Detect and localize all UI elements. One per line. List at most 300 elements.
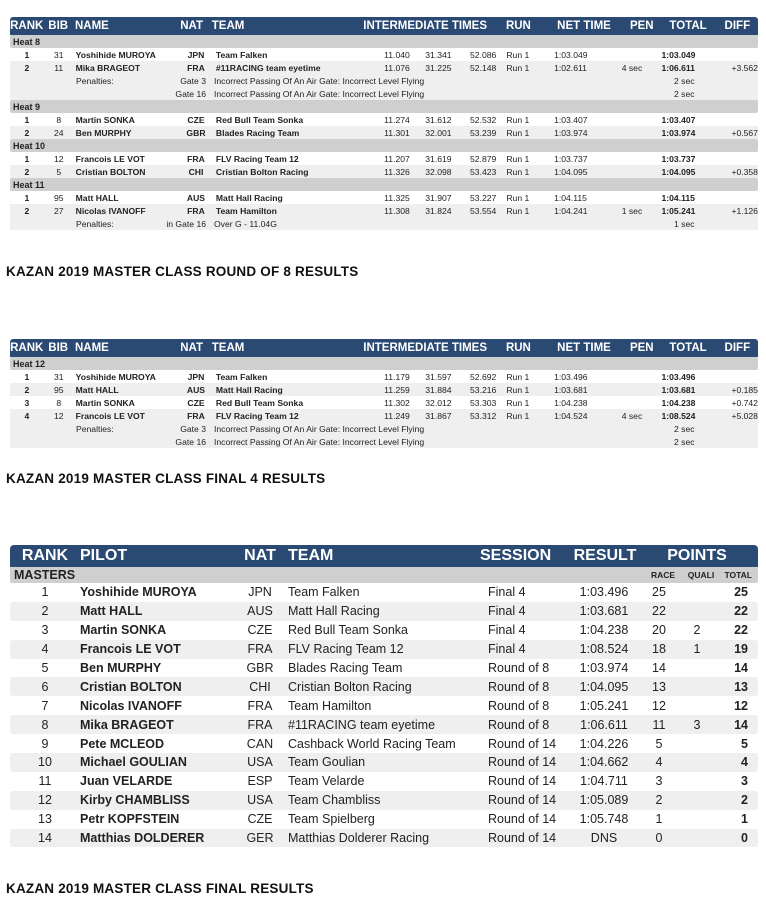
penalty-gate: Gate 3 xyxy=(180,423,206,434)
cell-bib: 8 xyxy=(56,397,62,408)
table-row xyxy=(10,734,758,753)
round-of-8-table xyxy=(10,17,758,230)
cell-pilot: Cristian BOLTON xyxy=(80,679,182,694)
cell-total: 1:04.115 xyxy=(661,192,695,203)
cell-nat: GER xyxy=(246,831,274,846)
cell-pilot: Matt HALL xyxy=(80,604,143,619)
table-row xyxy=(10,621,758,640)
heat-label: Heat 11 xyxy=(10,178,758,191)
cell-net: 1:03.681 xyxy=(554,384,588,395)
cell-nat: GBR xyxy=(186,127,206,138)
cell-name: Matt HALL xyxy=(75,384,119,395)
col-bib: BIB xyxy=(48,342,69,354)
cell-bib: 5 xyxy=(56,166,62,177)
cell-run: Run 1 xyxy=(506,371,530,382)
cell-nat: FRA xyxy=(247,698,273,713)
cell-total: 19 xyxy=(734,642,748,657)
cell-run: Run 1 xyxy=(506,49,530,60)
cell-result: 1:04.711 xyxy=(580,774,628,789)
penalty-description: Over G - 11.04G xyxy=(214,218,277,229)
final-results-title: KAZAN 2019 MASTER CLASS FINAL RESULTS xyxy=(6,881,314,896)
cell-race: 14 xyxy=(652,661,666,675)
col-rank: RANK xyxy=(10,342,44,354)
cell-total: 3 xyxy=(741,774,748,789)
cell-nat: JPN xyxy=(187,371,205,382)
cell-quali: 2 xyxy=(693,623,701,638)
col-name: NAME xyxy=(74,342,109,354)
cell-rank: 1 xyxy=(24,114,30,125)
cell-total: 1:03.496 xyxy=(661,371,696,382)
table-body xyxy=(10,35,758,230)
cell-i3: 53.554 xyxy=(470,205,497,216)
cell-team: Team Falken xyxy=(288,585,360,600)
cell-pen: 4 sec xyxy=(621,410,643,421)
table-row xyxy=(10,191,758,204)
cell-rank: 4 xyxy=(24,410,30,421)
cell-team: Red Bull Team Sonka xyxy=(215,114,304,125)
cell-pilot: Ben MURPHY xyxy=(80,661,162,675)
table-row xyxy=(10,61,758,74)
cell-bib: 31 xyxy=(53,49,64,60)
cell-total: 25 xyxy=(734,585,748,600)
penalty-seconds: 2 sec xyxy=(674,436,695,447)
cell-team: Red Bull Team Sonka xyxy=(215,397,304,408)
table-row xyxy=(10,113,758,126)
cell-i2: 31.619 xyxy=(425,153,452,164)
table-row xyxy=(10,602,758,621)
col-team: TEAM xyxy=(288,547,334,564)
cell-i2: 32.001 xyxy=(425,127,452,138)
cell-i1: 11.249 xyxy=(384,410,410,421)
cell-nat: FRA xyxy=(187,410,205,421)
cell-nat: FRA xyxy=(247,642,273,657)
cell-team: Blades Racing Team xyxy=(288,661,403,675)
col-nat: NAT xyxy=(180,20,204,32)
cell-total: 1:03.737 xyxy=(661,153,696,164)
col-quali: QUALI xyxy=(687,570,715,580)
cell-session: Round of 14 xyxy=(488,831,557,846)
cell-i3: 53.227 xyxy=(470,192,497,203)
table-row xyxy=(10,640,758,659)
cell-name: Nicolas IVANOFF xyxy=(75,205,146,216)
col-net-time: NET TIME xyxy=(557,342,611,354)
cell-race: 20 xyxy=(652,623,666,638)
cell-pilot: Pete MCLEOD xyxy=(80,736,165,751)
cell-nat: FRA xyxy=(187,153,205,164)
cell-net: 1:02.611 xyxy=(554,62,587,73)
cell-rank: 3 xyxy=(41,623,49,638)
cell-result: 1:08.524 xyxy=(579,642,629,657)
table-row xyxy=(10,383,758,396)
cell-team: Matthias Dolderer Racing xyxy=(288,831,430,846)
penalty-gate: Gate 16 xyxy=(175,88,206,99)
penalty-description: Incorrect Passing Of An Air Gate: Incorrect Level Flying xyxy=(214,88,425,99)
cell-bib: 95 xyxy=(53,384,64,395)
cell-name: Cristian BOLTON xyxy=(75,166,146,177)
cell-pen: 1 sec xyxy=(621,205,643,216)
cell-pilot: Martin SONKA xyxy=(80,623,167,638)
cell-rank: 14 xyxy=(38,831,52,846)
points-subheader xyxy=(644,570,758,580)
cell-pilot: Yoshihide MUROYA xyxy=(80,585,197,600)
cell-total: 13 xyxy=(734,679,748,694)
cell-run: Run 1 xyxy=(506,62,530,73)
cell-total: 5 xyxy=(741,736,748,751)
cell-total: 1:03.681 xyxy=(661,384,696,395)
cell-bib: 12 xyxy=(53,410,64,421)
heat-label: Heat 10 xyxy=(10,139,758,152)
penalty-seconds: 2 sec xyxy=(674,75,695,86)
cell-run: Run 1 xyxy=(506,153,530,164)
cell-session: Final 4 xyxy=(488,642,526,657)
cell-bib: 11 xyxy=(54,62,64,73)
cell-diff: +5.028 xyxy=(731,410,758,421)
cell-name: Francois LE VOT xyxy=(75,410,145,421)
cell-team: Team Hamilton xyxy=(288,698,372,713)
cell-rank: 4 xyxy=(41,642,49,657)
cell-rank: 5 xyxy=(41,661,49,675)
cell-bib: 27 xyxy=(53,205,64,216)
cell-team: FLV Racing Team 12 xyxy=(215,410,299,421)
cell-pilot: Nicolas IVANOFF xyxy=(80,698,182,713)
table-row xyxy=(10,659,758,678)
cell-bib: 95 xyxy=(53,192,64,203)
table-row xyxy=(10,396,758,409)
table-body xyxy=(10,357,758,448)
col-team: TEAM xyxy=(211,342,245,354)
cell-nat: CZE xyxy=(247,623,273,638)
cell-total: 2 xyxy=(741,793,748,808)
cell-race: 3 xyxy=(655,774,663,789)
cell-i2: 32.012 xyxy=(425,397,452,408)
cell-session: Final 4 xyxy=(488,585,526,600)
col-pilot: PILOT xyxy=(80,547,128,564)
col-pen: PEN xyxy=(629,342,654,354)
col-bib: BIB xyxy=(48,20,69,32)
penalty-row xyxy=(10,217,758,230)
table-row xyxy=(10,583,758,602)
table-header xyxy=(10,545,758,567)
cell-net: 1:04.115 xyxy=(554,192,587,203)
cell-i3: 52.532 xyxy=(470,114,497,125)
cell-net: 1:03.974 xyxy=(554,127,588,138)
cell-bib: 8 xyxy=(56,114,62,125)
cell-nat: ESP xyxy=(247,774,273,789)
cell-session: Round of 8 xyxy=(488,661,550,675)
cell-team: Matt Hall Racing xyxy=(215,384,283,395)
cell-run: Run 1 xyxy=(506,114,530,125)
col-diff: DIFF xyxy=(724,342,751,354)
cell-run: Run 1 xyxy=(506,127,530,138)
col-net-time: NET TIME xyxy=(557,20,611,32)
cell-result: 1:04.226 xyxy=(579,736,629,751)
cell-i2: 31.341 xyxy=(425,49,452,60)
cell-total: 1:04.238 xyxy=(661,397,696,408)
heat-label: Heat 12 xyxy=(10,357,758,370)
col-total: TOTAL xyxy=(669,342,707,354)
cell-result: 1:03.974 xyxy=(579,661,629,675)
table-row xyxy=(10,152,758,165)
cell-total: 0 xyxy=(741,831,748,846)
cell-result: 1:06.611 xyxy=(580,717,628,732)
cell-name: Martin SONKA xyxy=(75,114,135,125)
cell-i2: 31.907 xyxy=(425,192,452,203)
penalty-description: Incorrect Passing Of An Air Gate: Incorrect Level Flying xyxy=(214,423,425,434)
col-race: RACE xyxy=(650,570,676,580)
table-row xyxy=(10,715,758,734)
cell-i3: 53.216 xyxy=(470,384,497,395)
heat-label: Heat 8 xyxy=(10,35,758,48)
cell-pilot: Petr KOPFSTEIN xyxy=(80,812,180,827)
penalty-row xyxy=(10,87,758,100)
col-points: POINTS xyxy=(667,547,727,564)
cell-rank: 1 xyxy=(24,153,30,164)
cell-session: Round of 14 xyxy=(488,793,557,808)
cell-net: 1:04.241 xyxy=(554,205,588,216)
cell-race: 5 xyxy=(655,736,663,751)
cell-nat: FRA xyxy=(187,205,205,216)
penalty-label: Penalties: xyxy=(76,218,114,229)
cell-race: 4 xyxy=(655,755,663,770)
penalty-description: Incorrect Passing Of An Air Gate: Incorrect Level Flying xyxy=(214,75,425,86)
cell-i2: 32.098 xyxy=(425,166,452,177)
cell-diff: +0.742 xyxy=(731,397,758,408)
table-row xyxy=(10,677,758,696)
cell-nat: JPN xyxy=(248,585,272,600)
col-intermediate: INTERMEDIATE TIMES xyxy=(363,342,488,354)
cell-team: Red Bull Team Sonka xyxy=(288,623,408,638)
cell-race: 0 xyxy=(655,831,663,846)
cell-race: 2 xyxy=(655,793,663,808)
cell-rank: 13 xyxy=(38,812,52,827)
cell-total: 12 xyxy=(734,698,748,713)
penalty-row xyxy=(10,435,758,448)
cell-rank: 12 xyxy=(38,793,52,808)
cell-i2: 31.824 xyxy=(425,205,452,216)
cell-total: 4 xyxy=(741,755,748,770)
cell-diff: +3.562 xyxy=(731,62,758,73)
col-name: NAME xyxy=(74,20,109,32)
cell-rank: 2 xyxy=(24,166,30,177)
cell-session: Round of 8 xyxy=(488,679,550,694)
cell-bib: 12 xyxy=(53,153,64,164)
cell-nat: CZE xyxy=(247,812,273,827)
cell-nat: FRA xyxy=(187,62,205,73)
cell-i1: 11.326 xyxy=(384,166,410,177)
final-results-table xyxy=(10,545,758,847)
cell-nat: AUS xyxy=(186,192,206,203)
cell-nat: CHI xyxy=(249,679,271,694)
cell-i3: 52.148 xyxy=(470,62,497,73)
cell-nat: USA xyxy=(247,755,273,770)
cell-nat: FRA xyxy=(247,717,273,732)
cell-race: 18 xyxy=(652,642,666,657)
cell-team: Cashback World Racing Team xyxy=(288,736,456,751)
cell-total: 14 xyxy=(734,717,748,732)
penalty-seconds: 2 sec xyxy=(674,423,695,434)
cell-nat: CZE xyxy=(187,397,205,408)
col-total: TOTAL xyxy=(724,570,752,580)
cell-quali: 1 xyxy=(693,642,701,657)
cell-i1: 11.302 xyxy=(384,397,410,408)
cell-rank: 1 xyxy=(24,49,30,60)
penalty-label: Penalties: xyxy=(76,75,114,86)
cell-rank: 2 xyxy=(41,604,49,619)
cell-team: FLV Racing Team 12 xyxy=(288,642,404,657)
cell-pen: 4 sec xyxy=(621,62,643,73)
cell-result: 1:05.241 xyxy=(579,698,629,713)
cell-nat: JPN xyxy=(187,49,205,60)
cell-rank: 6 xyxy=(41,679,49,694)
cell-i1: 11.301 xyxy=(384,127,410,138)
cell-pilot: Juan VELARDE xyxy=(80,774,173,789)
cell-team: Team Hamilton xyxy=(215,205,277,216)
cell-team: Matt Hall Racing xyxy=(215,192,283,203)
cell-session: Round of 14 xyxy=(488,774,557,789)
table-row xyxy=(10,772,758,791)
cell-team: Team Chambliss xyxy=(288,793,381,808)
cell-team: Team Spielberg xyxy=(288,812,375,827)
table-row xyxy=(10,204,758,217)
table-row xyxy=(10,696,758,715)
cell-i1: 11.259 xyxy=(384,384,410,395)
cell-total: 1:03.407 xyxy=(661,114,696,125)
cell-i3: 52.879 xyxy=(470,153,497,164)
cell-i1: 11.274 xyxy=(384,114,410,125)
penalty-seconds: 2 sec xyxy=(674,88,695,99)
cell-i1: 11.207 xyxy=(384,153,410,164)
cell-run: Run 1 xyxy=(506,166,530,177)
cell-race: 22 xyxy=(652,604,666,619)
table-row xyxy=(10,409,758,422)
cell-i1: 11.308 xyxy=(384,205,410,216)
cell-session: Round of 14 xyxy=(488,736,557,751)
cell-race: 13 xyxy=(652,679,666,694)
cell-i1: 11.179 xyxy=(384,371,410,382)
cell-net: 1:03.496 xyxy=(554,371,588,382)
table-row xyxy=(10,48,758,61)
cell-pilot: Matthias DOLDERER xyxy=(80,831,205,846)
cell-race: 25 xyxy=(652,585,666,600)
cell-session: Round of 8 xyxy=(488,698,550,713)
cell-race: 1 xyxy=(655,812,663,827)
cell-name: Francois LE VOT xyxy=(75,153,145,164)
penalty-row xyxy=(10,74,758,87)
cell-session: Round of 14 xyxy=(488,755,557,770)
penalty-description: Incorrect Passing Of An Air Gate: Incorrect Level Flying xyxy=(214,436,425,447)
cell-result: 1:05.089 xyxy=(579,793,629,808)
cell-i2: 31.612 xyxy=(425,114,452,125)
cell-rank: 9 xyxy=(41,736,49,751)
cell-session: Round of 8 xyxy=(488,717,550,732)
cell-total: 1:08.524 xyxy=(661,410,696,421)
cell-rank: 2 xyxy=(24,384,30,395)
cell-net: 1:04.524 xyxy=(554,410,588,421)
cell-i1: 11.076 xyxy=(384,62,410,73)
cell-race: 11 xyxy=(652,717,666,732)
cell-team: Cristian Bolton Racing xyxy=(288,679,412,694)
cell-name: Matt HALL xyxy=(75,192,119,203)
cell-team: FLV Racing Team 12 xyxy=(215,153,299,164)
cell-total: 1 xyxy=(741,812,748,827)
table-row xyxy=(10,126,758,139)
cell-result: 1:03.681 xyxy=(579,604,629,619)
col-diff: DIFF xyxy=(724,20,751,32)
cell-result: 1:05.748 xyxy=(579,812,629,827)
cell-rank: 8 xyxy=(41,717,49,732)
col-pen: PEN xyxy=(629,20,654,32)
cell-i3: 52.692 xyxy=(470,371,497,382)
cell-run: Run 1 xyxy=(506,397,530,408)
col-total: TOTAL xyxy=(669,20,707,32)
col-rank: RANK xyxy=(10,20,44,32)
cell-result: DNS xyxy=(590,831,618,846)
table-header xyxy=(10,17,758,35)
cell-nat: AUS xyxy=(186,384,206,395)
cell-nat: AUS xyxy=(247,604,273,619)
penalty-label: Penalties: xyxy=(76,423,114,434)
cell-nat: USA xyxy=(247,793,273,808)
penalty-gate: in Gate 16 xyxy=(166,218,206,229)
table-row xyxy=(10,829,758,848)
cell-rank: 1 xyxy=(24,192,30,203)
cell-nat: GBR xyxy=(246,661,274,675)
cell-session: Final 4 xyxy=(488,623,526,638)
cell-i3: 53.312 xyxy=(470,410,497,421)
cell-run: Run 1 xyxy=(506,384,530,395)
penalty-gate: Gate 3 xyxy=(180,75,206,86)
cell-name: Yoshihide MUROYA xyxy=(75,371,156,382)
cell-bib: 31 xyxy=(53,371,64,382)
cell-i1: 11.325 xyxy=(384,192,410,203)
cell-run: Run 1 xyxy=(506,192,530,203)
cell-i3: 53.303 xyxy=(470,397,497,408)
cell-net: 1:03.737 xyxy=(554,153,588,164)
cell-total: 1:05.241 xyxy=(661,205,696,216)
cell-net: 1:04.238 xyxy=(554,397,588,408)
cell-quali: 3 xyxy=(693,717,701,732)
cell-i3: 52.086 xyxy=(470,49,497,60)
cell-total: 22 xyxy=(734,604,748,619)
cell-total: 1:03.049 xyxy=(661,49,696,60)
cell-rank: 11 xyxy=(38,774,52,789)
cell-rank: 7 xyxy=(41,698,49,713)
cell-session: Round of 14 xyxy=(488,812,557,827)
col-intermediate: INTERMEDIATE TIMES xyxy=(363,20,488,32)
cell-pilot: Mika BRAGEOT xyxy=(80,717,174,732)
col-run: RUN xyxy=(505,342,531,354)
cell-diff: +1.126 xyxy=(731,205,758,216)
cell-team: Matt Hall Racing xyxy=(288,604,380,619)
group-row xyxy=(10,567,758,583)
cell-diff: +0.185 xyxy=(731,384,758,395)
cell-bib: 24 xyxy=(53,127,64,138)
cell-i2: 31.597 xyxy=(425,371,452,382)
cell-pilot: Kirby CHAMBLISS xyxy=(80,793,190,808)
cell-pilot: Francois LE VOT xyxy=(80,642,181,657)
cell-total: 1:03.974 xyxy=(661,127,696,138)
cell-rank: 2 xyxy=(24,205,30,216)
cell-rank: 10 xyxy=(38,755,52,770)
cell-pilot: Michael GOULIAN xyxy=(80,755,187,770)
table-row xyxy=(10,370,758,383)
cell-result: 1:04.238 xyxy=(579,623,629,638)
cell-rank: 1 xyxy=(41,585,49,600)
cell-result: 1:04.095 xyxy=(579,679,629,694)
cell-diff: +0.567 xyxy=(731,127,758,138)
table-body xyxy=(10,583,758,847)
cell-total: 14 xyxy=(734,661,748,675)
